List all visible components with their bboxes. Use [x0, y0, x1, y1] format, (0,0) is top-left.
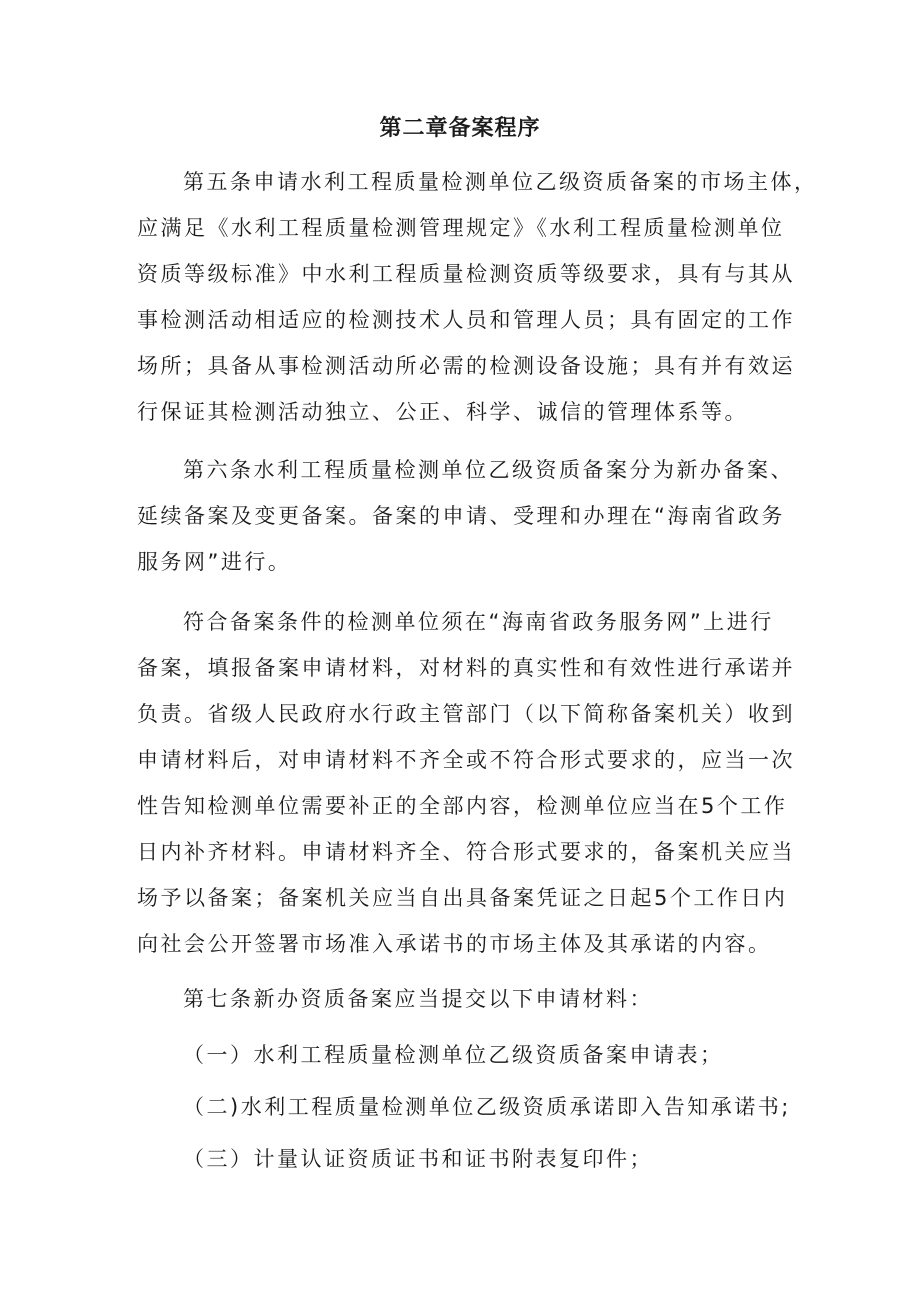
paragraph-line: 资质等级标准》中水利工程质量检测资质等级要求，具有与其从 — [137, 262, 795, 286]
paragraph-line: 应满足《水利工程质量检测管理规定》《水利工程质量检测单位 — [137, 216, 785, 240]
paragraph-line: 行保证其检测活动独立、公正、科学、诚信的管理体系等。 — [137, 400, 748, 424]
list-item: （二)水利工程质量检测单位乙级资质承诺即入告知承诺书; — [183, 1095, 791, 1119]
paragraph-line: 场所；具备从事检测活动所必需的检测设备设施；具有并有效运 — [137, 354, 795, 378]
list-item: （三）计量认证资质证书和证书附表复印件； — [183, 1147, 653, 1171]
paragraph-line: 场予以备案；备案机关应当自出具备案凭证之日起5个工作日内 — [137, 886, 788, 910]
list-item: （一）水利工程质量检测单位乙级资质备案申请表； — [183, 1043, 724, 1067]
paragraph-article-5 — [137, 159, 818, 435]
chapter-title: 第二章备案程序 — [379, 116, 541, 141]
paragraph-article-6 — [137, 447, 797, 585]
paragraph-line: 向社会公开签署市场准入承诺书的市场主体及其承诺的内容。 — [137, 932, 772, 956]
paragraph-line: 事检测活动相适应的检测技术人员和管理人员；具有固定的工作 — [137, 308, 795, 332]
paragraph-filing-conditions — [137, 599, 797, 967]
paragraph-line: 负责。省级人民政府水行政主管部门（以下简称备案机关）收到 — [137, 702, 795, 726]
paragraph-line: 第六条水利工程质量检测单位乙级资质备案分为新办备案、 — [183, 458, 794, 482]
paragraph-line: 符合备案条件的检测单位须在“海南省政务服务网”上进行 — [183, 610, 774, 634]
paragraph-line: 申请材料后，对申请材料不齐全或不符合形式要求的，应当一次 — [137, 748, 795, 772]
paragraph-line: 第七条新办资质备案应当提交以下申请材料： — [183, 987, 653, 1011]
paragraph-line: 备案，填报备案申请材料，对材料的真实性和有效性进行承诺并 — [137, 656, 795, 680]
paragraph-line: 服务网”进行。 — [137, 550, 292, 574]
paragraph-article-7 — [137, 976, 797, 1022]
paragraph-line: 日内补齐材料。申请材料齐全、符合形式要求的，备案机关应当 — [137, 840, 795, 864]
paragraph-line: 性告知检测单位需要补正的全部内容，检测单位应当在5个工作 — [137, 794, 788, 818]
paragraph-line: 第五条申请水利工程质量检测单位乙级资质备案的市场主体， — [183, 170, 818, 194]
paragraph-line: 延续备案及变更备案。备案的申请、受理和办理在“海南省政务 — [137, 504, 785, 528]
